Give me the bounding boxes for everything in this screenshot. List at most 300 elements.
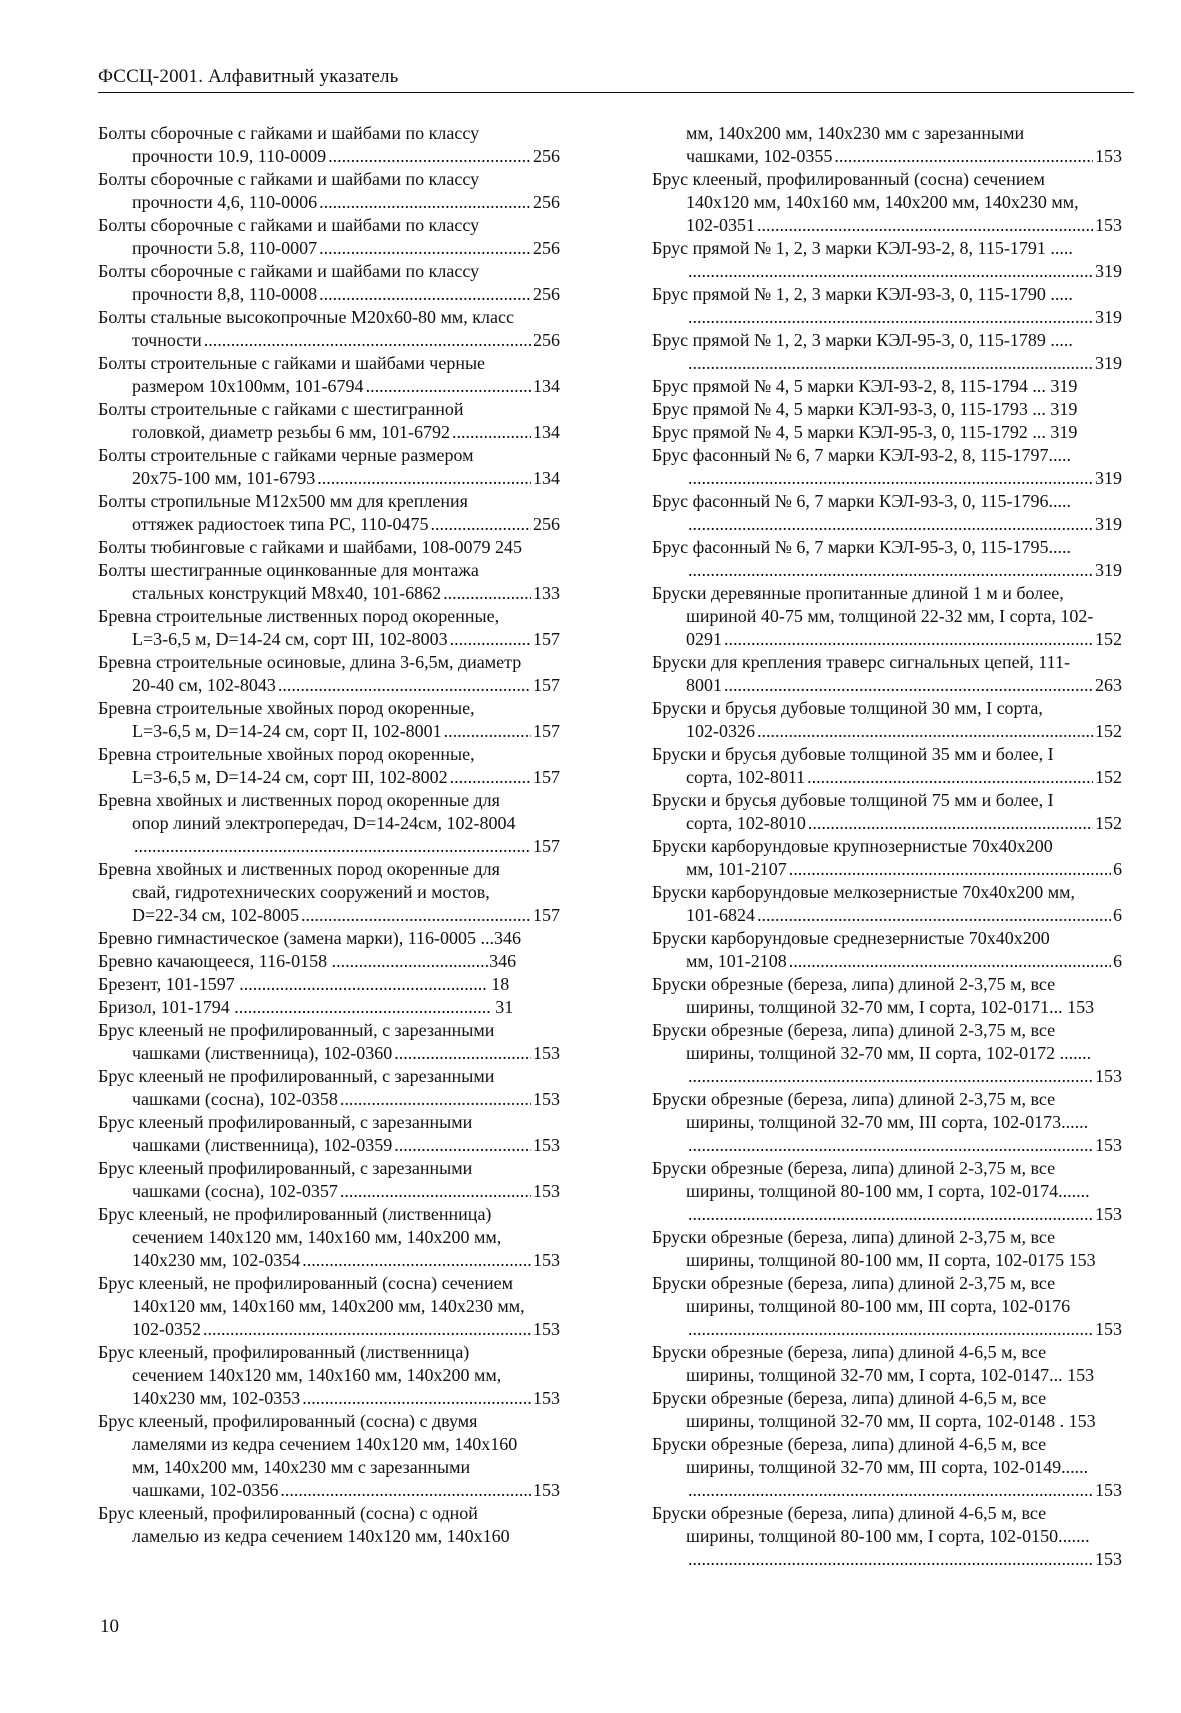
index-entry [98,950,560,973]
index-page-ref: 153 [533,1135,560,1155]
index-entry [98,352,560,398]
index-entry-text: точности [132,330,202,350]
index-entry-title: Бруски для крепления траверс сигнальных цепей, 111- [652,652,1070,672]
index-entry [98,996,560,1019]
index-entry-title: Брус клееный, профилированный (лиственница) [98,1342,470,1362]
index-entry [652,490,1122,536]
index-entry-text: 0291 [686,629,722,649]
page-number: 10 [100,1616,119,1637]
index-page-ref: 152 [1095,813,1122,833]
dot-leader [278,674,531,697]
index-page-ref: 6 [1113,951,1122,971]
dot-leader [394,1134,531,1157]
index-entry-title: Брус фасонный № 6, 7 марки КЭЛ-95-3, 0, 115-1795..... [652,537,1072,557]
index-entry-title: Бруски карборундовые среднезернистые 70х40х200 [652,928,1050,948]
index-entry-title: Болты сборочные с гайками и шайбами по классу [98,123,480,143]
index-entry-text: стальных конструкций М8х40, 101-6862 [132,583,442,603]
index-entry-title: Болты сборочные с гайками и шайбами по классу [98,169,480,189]
header-rule [98,92,1134,93]
index-entry-continuation: 140х120 мм, 140х160 мм, 140х200 мм, 140х230 мм, [686,192,1079,212]
dot-leader [328,145,531,168]
index-entry [652,1341,1122,1387]
index-entry-text: чашками (лиственница), 102-0359 [132,1135,393,1155]
dot-leader [789,950,1111,973]
dot-leader [301,904,531,927]
index-entry-line [652,260,1122,283]
index-entry-line [652,352,1122,375]
index-entry-title: Брус прямой № 4, 5 марки КЭЛ-93-3, 0, 115-1793 ... 319 [652,399,1078,419]
dot-leader [724,628,1093,651]
index-page-ref: 153 [533,1089,560,1109]
index-entry-text: мм, 101-2108 [686,951,787,971]
index-page-ref: 157 [533,836,560,856]
index-entry-line [98,674,560,697]
index-entry-text: чашками, 102-0355 [686,146,833,166]
index-entry-title: Болты стропильные М12х500 мм для крепления [98,491,468,511]
index-entry [652,927,1122,973]
index-entry-line [652,1134,1122,1157]
index-entry-title: Бруски обрезные (береза, липа) длиной 4-6,5 м, все [652,1342,1047,1362]
index-entry-title: Брус прямой № 4, 5 марки КЭЛ-95-3, 0, 115-1792 ... 319 [652,422,1078,442]
index-entry-title: Бревна хвойных и лиственных пород окоренные для [98,790,500,810]
index-entry-line [652,628,1122,651]
dot-leader [789,858,1111,881]
index-page-ref: 263 [1095,675,1122,695]
dot-leader [203,1318,531,1341]
index-entry-title: Брус клееный, профилированный (сосна) сечением [652,169,1045,189]
index-entry-text: 8001 [686,675,722,695]
index-entry-continuation: ширины, толщиной 80-100 мм, II сорта, 102-0175 153 [686,1250,1096,1270]
index-entry-line [98,283,560,306]
index-page-ref: 153 [533,1388,560,1408]
index-page-ref: 153 [1095,1480,1122,1500]
index-page-ref: 153 [1095,146,1122,166]
index-entry [98,536,560,559]
dot-leader [443,582,531,605]
index-entry-text: чашками (сосна), 102-0358 [132,1089,338,1109]
index-entry [652,1272,1122,1341]
index-entry [652,582,1122,651]
index-entry-line [98,513,560,536]
index-entry-text: 20-40 см, 102-8043 [132,675,276,695]
index-entry [652,743,1122,789]
index-entry [98,214,560,260]
index-page-ref: 157 [533,675,560,695]
index-entry-continuation: ширины, толщиной 32-70 мм, I сорта, 102-0147... 153 [686,1365,1095,1385]
index-entry-line [98,237,560,260]
index-entry-title: Болты тюбинговые с гайками и шайбами, 108-0079 245 [98,537,523,557]
index-page-ref: 256 [533,514,560,534]
index-entry-line [652,950,1122,973]
index-entry [98,743,560,789]
index-page-ref: 319 [1095,307,1122,327]
index-entry-line [98,1088,560,1111]
index-entry [652,444,1122,490]
dot-leader [757,720,1093,743]
index-entry-title: Бруски обрезные (береза, липа) длиной 2-3,75 м, все [652,1158,1056,1178]
index-page-ref: 319 [1095,468,1122,488]
dot-leader [450,628,531,651]
index-entry-text: сорта, 102-8011 [686,767,806,787]
dot-leader [280,1479,531,1502]
index-entry-text: L=3-6,5 м, D=14-24 см, сорт II, 102-8001 [132,721,442,741]
dot-leader [807,766,1093,789]
index-entry [98,559,560,605]
index-entry-text: 102-0352 [132,1319,201,1339]
index-entry-continuation: сечением 140х120 мм, 140х160 мм, 140х200 мм, [132,1227,502,1247]
dot-leader [319,283,531,306]
index-entry [98,1341,560,1410]
index-entry-line [652,145,1122,168]
dot-leader [688,1318,1093,1341]
index-entry-title: Бревна строительные хвойных пород окоренные, [98,744,475,764]
dot-leader [688,306,1093,329]
index-entry-title: Бруски обрезные (береза, липа) длиной 2-3,75 м, все [652,1020,1056,1040]
dot-leader [688,467,1093,490]
index-entry-text: D=22-34 см, 102-8005 [132,905,300,925]
index-entry-line [98,421,560,444]
index-entry [98,1502,560,1548]
index-entry-line [98,191,560,214]
index-entry [652,697,1122,743]
index-entry-continuation: шириной 40-75 мм, толщиной 22-32 мм, I сорта, 102- [686,606,1094,626]
index-entry-title: Брезент, 101-1597 ....................................................... 18 [98,974,510,994]
index-entry-title: Бруски обрезные (береза, липа) длиной 4-6,5 м, все [652,1434,1047,1454]
index-entry [98,1019,560,1065]
index-entry-text: размером 10х100мм, 101-6794 [132,376,364,396]
index-entry [98,1111,560,1157]
index-entry-text: прочности 5.8, 110-0007 [132,238,318,258]
index-entry-title: Брус клееный профилированный, с зарезанными [98,1158,473,1178]
index-entry-text: L=3-6,5 м, D=14-24 см, сорт III, 102-8002 [132,767,448,787]
index-entry-line [98,145,560,168]
index-entry [652,651,1122,697]
index-entry-line [652,674,1122,697]
index-entry-continuation: ширины, толщиной 32-70 мм, III сорта, 102-0149...... [686,1457,1089,1477]
index-page-ref: 6 [1113,905,1122,925]
index-entry-title: Болты строительные с гайками и шайбами черные [98,353,486,373]
index-page-ref: 256 [533,284,560,304]
index-entry [652,329,1122,375]
index-entry [98,605,560,651]
index-entry-continuation: мм, 140х200 мм, 140х230 мм с зарезанными [132,1457,471,1477]
index-page-ref: 153 [533,1043,560,1063]
index-page-ref: 256 [533,192,560,212]
index-entry [98,444,560,490]
index-page-ref: 6 [1113,859,1122,879]
index-entry-continuation: опор линий электропередач, D=14-24см, 102-8004 [132,813,516,833]
index-entry-continuation: мм, 140х200 мм, 140х230 мм с зарезанными [686,123,1025,143]
index-entry [98,697,560,743]
index-page-ref: 319 [1095,353,1122,373]
dot-leader [450,766,531,789]
index-entry-text: сорта, 102-8010 [686,813,806,833]
index-entry-continuation: ширины, толщиной 80-100 мм, III сорта, 102-0176 [686,1296,1071,1316]
index-page-ref: 152 [1095,767,1122,787]
index-entry [652,283,1122,329]
index-entry-title: Брус клееный, не профилированный (сосна) сечением [98,1273,514,1293]
index-entry-line [98,375,560,398]
index-page-ref: 256 [533,330,560,350]
index-entry [652,237,1122,283]
index-page-ref: 153 [1095,215,1122,235]
index-entry-text: прочности 10.9, 110-0009 [132,146,327,166]
index-entry-title: Бруски карборундовые мелкозернистые 70х40х200 мм, [652,882,1075,902]
dot-leader [688,559,1093,582]
dot-leader [302,1249,531,1272]
index-entry-line [652,904,1122,927]
index-page-ref: 152 [1095,629,1122,649]
index-entry-line [652,467,1122,490]
dot-leader [688,260,1093,283]
dot-leader [834,145,1093,168]
dot-leader [319,191,531,214]
index-entry [98,1157,560,1203]
index-entry-title: Брус прямой № 1, 2, 3 марки КЭЛ-95-3, 0, 115-1789 ..... [652,330,1073,350]
index-entry [98,490,560,536]
index-entry [652,1019,1122,1088]
index-entry-title: Брус фасонный № 6, 7 марки КЭЛ-93-3, 0, 115-1796..... [652,491,1072,511]
index-entry [652,536,1122,582]
index-page-ref: 133 [533,583,560,603]
index-entry-line [652,1318,1122,1341]
index-page-ref: 134 [533,468,560,488]
index-entry [98,1272,560,1341]
index-entry-title: Бруски обрезные (береза, липа) длиной 2-3,75 м, все [652,1273,1056,1293]
index-entry [652,375,1122,398]
dot-leader [444,720,531,743]
index-entry-line [652,720,1122,743]
index-entry [652,1157,1122,1226]
dot-leader [204,329,531,352]
index-entry-continuation: свай, гидротехнических сооружений и мостов, [132,882,490,902]
index-entry-title: Бруски обрезные (береза, липа) длиной 4-6,5 м, все [652,1388,1047,1408]
index-entry [652,1387,1122,1433]
dot-leader [134,835,531,858]
index-entry-title: Болты строительные с гайками с шестигранной [98,399,464,419]
index-entry-text: головкой, диаметр резьбы 6 мм, 101-6792 [132,422,450,442]
index-entry-title: Болты сборочные с гайками и шайбами по классу [98,261,480,281]
index-entry-continuation: ширины, толщиной 32-70 мм, I сорта, 102-0171... 153 [686,997,1095,1017]
dot-leader [808,812,1093,835]
index-entry [652,122,1122,168]
index-entry-title: Бруски обрезные (береза, липа) длиной 2-3,75 м, все [652,1089,1056,1109]
index-page-ref: 153 [533,1319,560,1339]
index-entry-title: Бруски обрезные (береза, липа) длиной 2-3,75 м, все [652,974,1056,994]
index-entry [652,789,1122,835]
index-entry-line [652,812,1122,835]
index-entry [652,168,1122,237]
index-entry-title: Болты стальные высокопрочные М20х60-80 мм, класс [98,307,514,327]
index-entry [652,835,1122,881]
dot-leader [688,352,1093,375]
index-entry-title: Брус клееный не профилированный, с зарезанными [98,1066,495,1086]
index-page-ref: 134 [533,422,560,442]
index-entry-title: Бревна хвойных и лиственных пород окоренные для [98,859,500,879]
index-entry-title: Бревна строительные хвойных пород окоренные, [98,698,475,718]
index-entry-line [98,1134,560,1157]
index-entry [98,651,560,697]
index-entry-title: Брус клееный, профилированный (сосна) с одной [98,1503,478,1523]
index-entry [98,789,560,858]
dot-leader [724,674,1093,697]
index-entry-line [98,766,560,789]
index-entry [98,260,560,306]
dot-leader [757,904,1111,927]
dot-leader [340,1180,531,1203]
index-entry-continuation: сечением 140х120 мм, 140х160 мм, 140х200 мм, [132,1365,502,1385]
index-page-ref: 152 [1095,721,1122,741]
index-entry-line [98,904,560,927]
index-entry-line [652,1065,1122,1088]
index-entry-line [652,766,1122,789]
index-entry-line [98,582,560,605]
index-entry-line [652,306,1122,329]
dot-leader [302,1387,531,1410]
index-entry [98,168,560,214]
index-entry-line [98,1387,560,1410]
index-entry-line [98,1318,560,1341]
index-page-ref: 256 [533,238,560,258]
index-entry [98,306,560,352]
index-page-ref: 153 [1095,1204,1122,1224]
index-entry-line [652,513,1122,536]
index-page-ref: 319 [1095,261,1122,281]
index-entry-title: Бревна строительные лиственных пород окоренные, [98,606,500,626]
dot-leader [688,1065,1093,1088]
index-entry-title: Бруски обрезные (береза, липа) длиной 2-3,75 м, все [652,1227,1056,1247]
index-entry-title: Бруски и брусья дубовые толщиной 35 мм и более, I [652,744,1054,764]
index-entry-title: Брус клееный, профилированный (сосна) с двумя [98,1411,478,1431]
index-page-ref: 319 [1095,560,1122,580]
dot-leader [394,1042,531,1065]
index-entry-title: Брус прямой № 4, 5 марки КЭЛ-93-2, 8, 115-1794 ... 319 [652,376,1078,396]
index-entry [652,1433,1122,1502]
index-entry [98,1203,560,1272]
index-entry-title: Бризол, 101-1794 ......................................................... 31 [98,997,514,1017]
index-entry [652,421,1122,444]
index-page-ref: 256 [533,146,560,166]
index-entry-text: чашками, 102-0356 [132,1480,279,1500]
index-page-ref: 157 [533,721,560,741]
index-entry-title: Болты сборочные с гайками и шайбами по классу [98,215,480,235]
index-entry-continuation: ламелью из кедра сечением 140х120 мм, 140х160 [132,1526,510,1546]
index-entry-text: 20х75-100 мм, 101-6793 [132,468,316,488]
index-entry-line [652,1479,1122,1502]
index-entry-title: Бревно гимнастическое (замена марки), 116-0005 ...346 [98,928,522,948]
index-entry-line [98,628,560,651]
index-entry-title: Бревно качающееся, 116-0158 ...................................346 [98,951,517,971]
index-column-left [98,122,560,1548]
index-entry [98,398,560,444]
dot-leader [757,214,1093,237]
index-entry-line [652,214,1122,237]
index-entry-text: оттяжек радиостоек типа РС, 110-0475 [132,514,429,534]
index-entry [98,973,560,996]
index-entry [98,927,560,950]
index-entry-title: Бруски и брусья дубовые толщиной 30 мм, I сорта, [652,698,1043,718]
index-page-ref: 319 [1095,514,1122,534]
index-entry-text: 140х230 мм, 102-0354 [132,1250,301,1270]
index-entry-line [652,1203,1122,1226]
dot-leader [317,467,531,490]
index-entry-continuation: ширины, толщиной 80-100 мм, I сорта, 102-0150....... [686,1526,1090,1546]
dot-leader [366,375,531,398]
index-entry-title: Брус прямой № 1, 2, 3 марки КЭЛ-93-3, 0, 115-1790 ..... [652,284,1073,304]
index-entry-text: L=3-6,5 м, D=14-24 см, сорт III, 102-8003 [132,629,448,649]
index-entry-text: мм, 101-2107 [686,859,787,879]
index-page-ref: 153 [533,1250,560,1270]
index-page-ref: 134 [533,376,560,396]
index-entry-continuation: ламелями из кедра сечением 140х120 мм, 140х160 [132,1434,518,1454]
index-entry-title: Бруски и брусья дубовые толщиной 75 мм и более, I [652,790,1054,810]
index-entry-text: чашками (сосна), 102-0357 [132,1181,338,1201]
index-page-ref: 153 [1095,1135,1122,1155]
index-entry-line [98,720,560,743]
index-entry-title: Брус прямой № 1, 2, 3 марки КЭЛ-93-2, 8, 115-1791 ..... [652,238,1073,258]
index-entry [652,973,1122,1019]
index-entry-text: 102-0326 [686,721,755,741]
index-page-ref: 153 [533,1181,560,1201]
index-entry-line [98,1180,560,1203]
index-entry [652,1502,1122,1571]
index-page-ref: 157 [533,767,560,787]
index-entry-title: Брус фасонный № 6, 7 марки КЭЛ-93-2, 8, 115-1797..... [652,445,1072,465]
index-entry [652,1088,1122,1157]
index-entry-line [652,559,1122,582]
index-entry-line [98,329,560,352]
index-entry-title: Болты шестигранные оцинкованные для монтажа [98,560,479,580]
dot-leader [688,1203,1093,1226]
index-entry [98,1410,560,1502]
index-entry [98,858,560,927]
index-entry-title: Бруски обрезные (береза, липа) длиной 4-6,5 м, все [652,1503,1047,1523]
index-entry-title: Брус клееный не профилированный, с зарезанными [98,1020,495,1040]
index-entry-title: Бруски карборундовые крупнозернистые 70х40х200 [652,836,1053,856]
index-entry-continuation: ширины, толщиной 32-70 мм, II сорта, 102-0148 . 153 [686,1411,1096,1431]
index-entry-text: чашками (лиственница), 102-0360 [132,1043,393,1063]
index-entry [98,1065,560,1111]
index-page-ref: 153 [1095,1319,1122,1339]
index-page-ref: 153 [1095,1066,1122,1086]
index-entry-continuation: ширины, толщиной 32-70 мм, II сорта, 102-0172 ....... [686,1043,1092,1063]
dot-leader [340,1088,531,1111]
index-entry-title: Брус клееный, не профилированный (лиственница) [98,1204,492,1224]
index-entry-text: прочности 4,6, 110-0006 [132,192,318,212]
index-page-ref: 153 [1095,1549,1122,1569]
index-entry-line [98,467,560,490]
index-entry-text: 140х230 мм, 102-0353 [132,1388,301,1408]
index-entry-continuation: ширины, толщиной 80-100 мм, I сорта, 102-0174....... [686,1181,1090,1201]
index-entry-title: Брус клееный профилированный, с зарезанными [98,1112,473,1132]
dot-leader [319,237,531,260]
index-entry [98,122,560,168]
index-entry [652,398,1122,421]
index-page-ref: 157 [533,629,560,649]
index-column-right [652,122,1122,1571]
index-entry-line [98,1479,560,1502]
index-entry-continuation: ширины, толщиной 32-70 мм, III сорта, 102-0173...... [686,1112,1089,1132]
index-entry-text: прочности 8,8, 110-0008 [132,284,318,304]
dot-leader [452,421,531,444]
index-entry-text: 102-0351 [686,215,755,235]
index-entry-line [98,835,560,858]
running-header: ФССЦ-2001. Алфавитный указатель [98,66,399,87]
index-page-ref: 153 [533,1480,560,1500]
index-entry-continuation: 140х120 мм, 140х160 мм, 140х200 мм, 140х230 мм, [132,1296,525,1316]
index-entry-line [652,858,1122,881]
index-entry-line [652,1548,1122,1571]
